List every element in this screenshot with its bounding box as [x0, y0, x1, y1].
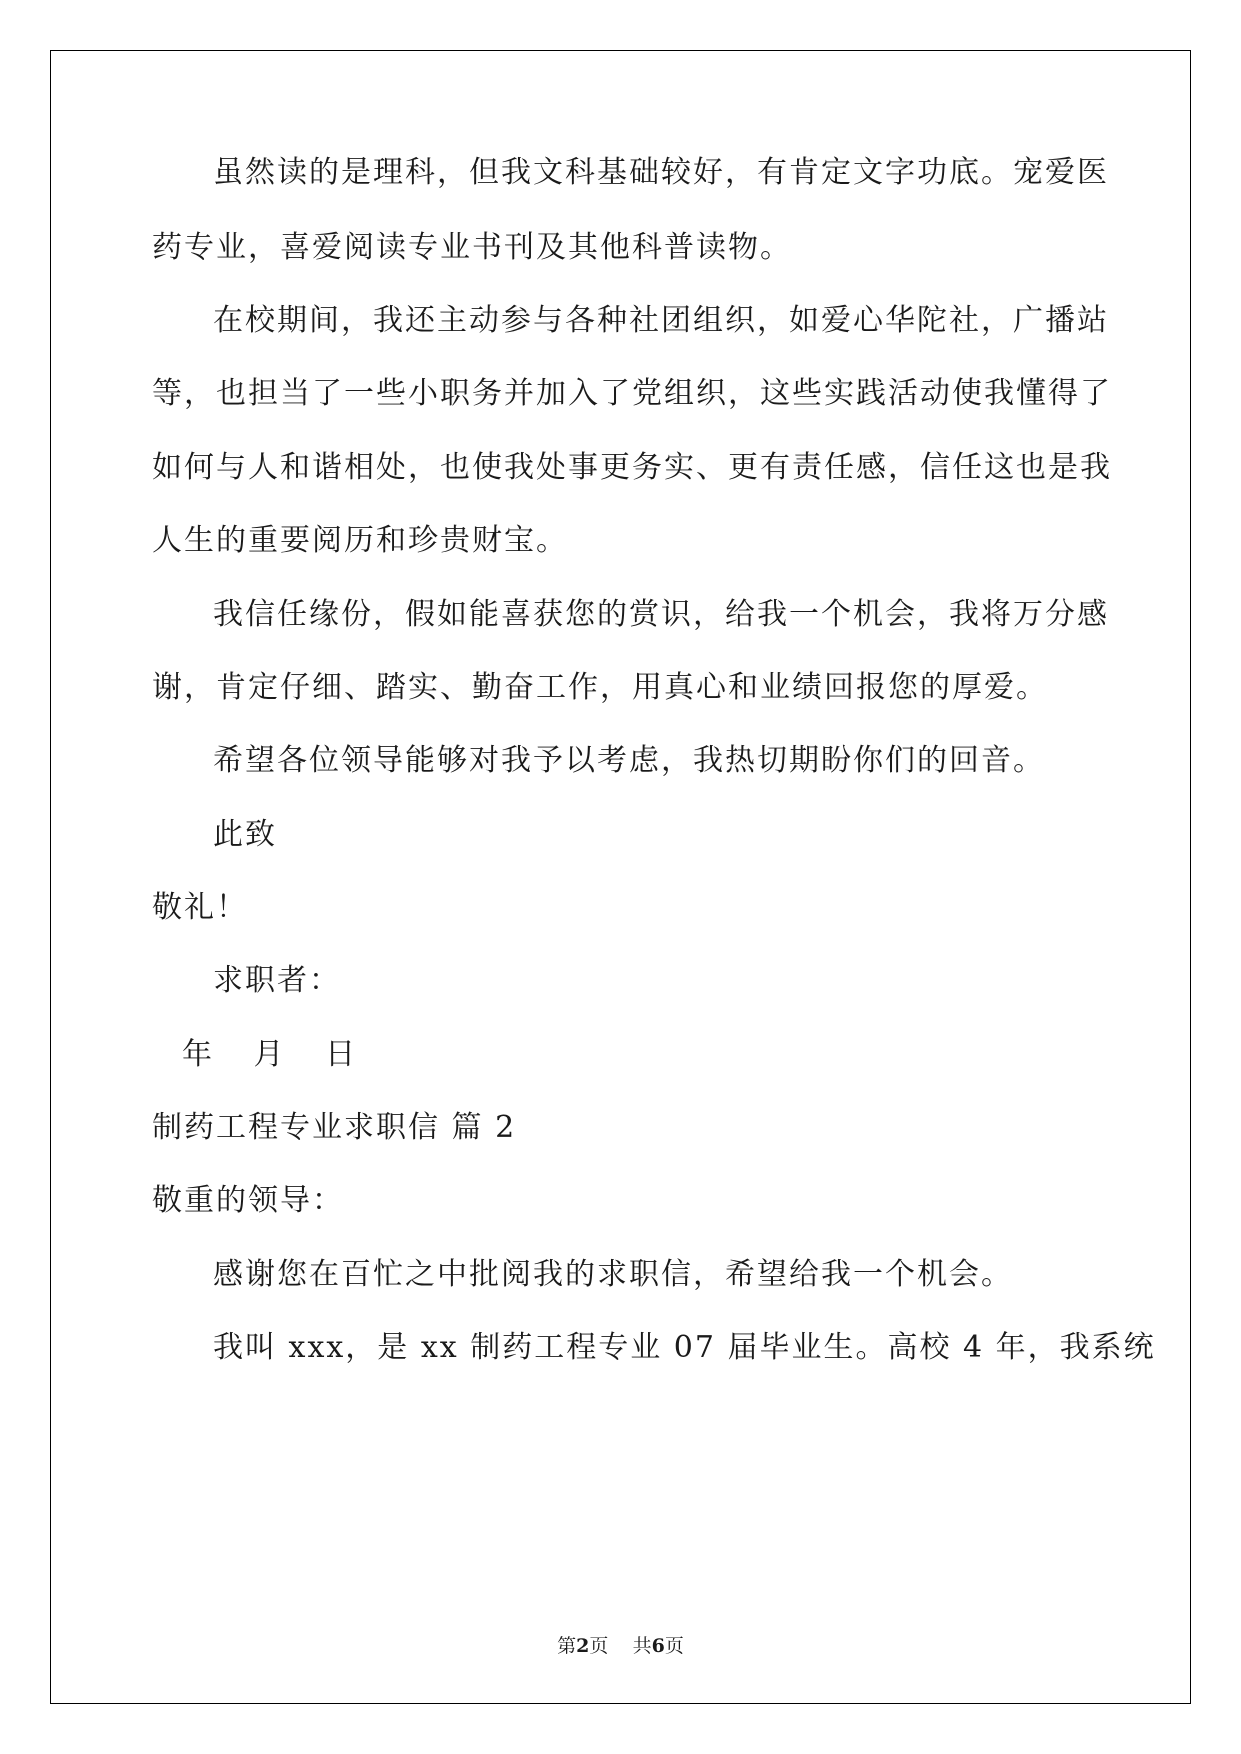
footer-total-suffix: 页 [664, 1635, 684, 1657]
body-line: 药专业，喜爱阅读专业书刊及其他科普读物。 [152, 230, 792, 265]
date-line [182, 1037, 385, 1073]
body-line: 感谢您在百忙之中批阅我的求职信，希望给我一个机会。 [213, 1257, 1013, 1292]
body-line: 虽然读的是理科，但我文科基础较好，有肯定文字功底。宠爱医 [213, 155, 1109, 190]
section-heading: 制药工程专业求职信 篇 2 [152, 1110, 517, 1145]
footer-page-word: 页 [589, 1635, 609, 1657]
footer-total-pages: 6 [651, 1635, 665, 1657]
footer-prefix: 第 [557, 1635, 577, 1657]
closing-regards: 敬礼！ [152, 890, 248, 925]
body-line: 我叫 xxx，是 xx 制药工程专业 07 届毕业生。高校 4 年，我系统 [213, 1330, 1156, 1365]
page-footer [0, 1634, 1241, 1658]
footer-current-page: 2 [576, 1635, 590, 1657]
body-line: 谢，肯定仔细、踏实、勤奋工作，用真心和业绩回报您的厚爱。 [152, 670, 1048, 705]
body-line: 等，也担当了一些小职务并加入了党组织，这些实践活动使我懂得了 [152, 376, 1112, 411]
page-border [50, 50, 1191, 1704]
applicant-signature: 求职者： [213, 963, 341, 998]
body-line: 在校期间，我还主动参与各种社团组织，如爱心华陀社，广播站 [213, 303, 1109, 338]
closing-salutation: 此致 [213, 817, 277, 852]
body-line: 我信任缘份，假如能喜获您的赏识，给我一个机会，我将万分感 [213, 597, 1109, 632]
body-line: 希望各位领导能够对我予以考虑，我热切期盼你们的回音。 [213, 743, 1045, 778]
body-line: 如何与人和谐相处，也使我处事更务实、更有责任感，信任这也是我 [152, 450, 1112, 485]
greeting: 敬重的领导： [152, 1183, 344, 1218]
body-line: 人生的重要阅历和珍贵财宝。 [152, 523, 568, 558]
date-year: 年 [182, 1037, 214, 1072]
date-month: 月 [253, 1037, 286, 1072]
footer-total-prefix: 共 [632, 1635, 652, 1657]
date-day: 日 [325, 1037, 358, 1072]
